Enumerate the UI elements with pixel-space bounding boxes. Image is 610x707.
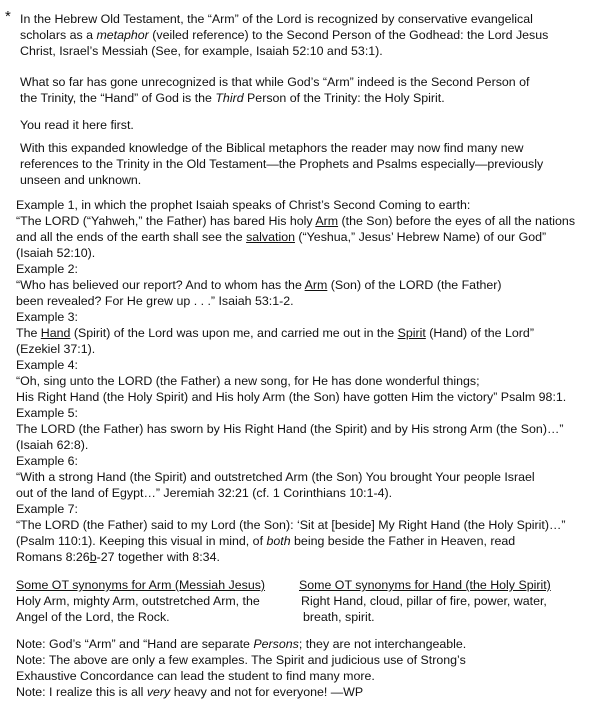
text-run: “Who has believed our report? And to whom has the bbox=[16, 278, 305, 292]
intro-paragraph-2 bbox=[20, 74, 605, 106]
note-line: Note: The above are only a few examples. The Spirit and judicious use of Strong’s bbox=[16, 653, 466, 667]
italic-term: very bbox=[146, 685, 171, 699]
text-line: With this expanded knowledge of the Biblical metaphors the reader may now find many new bbox=[20, 141, 524, 155]
text-line: (Ezekiel 37:1). bbox=[16, 342, 96, 356]
underlined-term: Arm bbox=[304, 278, 328, 292]
text-line bbox=[16, 533, 606, 549]
underlined-term: Hand bbox=[40, 326, 71, 340]
italic-term: Third bbox=[215, 91, 244, 105]
text-line: been revealed? For He grew up . . .” Isaiah 53:1-2. bbox=[16, 294, 294, 308]
text-line: The LORD (the Father) has sworn by His Right Hand (the Spirit) and by His strong Arm (the Son)…” bbox=[16, 422, 564, 436]
text-line: breath, spirit. bbox=[303, 610, 375, 624]
intro-paragraph-3 bbox=[20, 117, 605, 133]
italic-term: both bbox=[266, 534, 291, 548]
text-line: You read it here first. bbox=[20, 118, 134, 132]
text-run: Person of the Trinity: the Holy Spirit. bbox=[243, 91, 445, 105]
text-line bbox=[16, 229, 606, 245]
example-1-title: Example 1, in which the prophet Isaiah speaks of Christ’s Second Coming to earth: bbox=[16, 198, 471, 212]
text-run: ; they are not interchangeable. bbox=[298, 637, 467, 651]
text-line bbox=[16, 325, 606, 341]
text-line: out of the land of Egypt…” Jeremiah 32:21 (cf. 1 Corinthians 10:1-4). bbox=[16, 486, 393, 500]
text-run: (Spirit) of the Lord was upon me, and carried me out in the bbox=[70, 326, 398, 340]
text-line: (Isaiah 62:8). bbox=[16, 438, 89, 452]
text-line bbox=[16, 549, 606, 565]
text-line: references to the Trinity in the Old Testament—the Prophets and Psalms especially—previously bbox=[20, 157, 544, 171]
text-run: scholars as a bbox=[20, 28, 97, 42]
text-run: (the Son) before the eyes of all the nations bbox=[338, 214, 576, 228]
underlined-term: Arm bbox=[315, 214, 339, 228]
text-line bbox=[16, 213, 606, 229]
text-run: heavy and not for everyone! —WP bbox=[170, 685, 364, 699]
text-line: unseen and unknown. bbox=[20, 173, 142, 187]
notes-section bbox=[16, 636, 606, 700]
asterisk-bullet: * bbox=[5, 8, 11, 25]
text-line: “The LORD (the Father) said to my Lord (the Son): ‘Sit at [beside] My Right Hand (the Holy Spirit)…” bbox=[16, 518, 566, 532]
note-line bbox=[16, 636, 606, 652]
example-7-title: Example 7: bbox=[16, 502, 78, 516]
text-line: Christ, Israel’s Messiah (See, for example, Isaiah 52:10 and 53:1). bbox=[20, 44, 383, 58]
example-2-title: Example 2: bbox=[16, 262, 78, 276]
text-line: In the Hebrew Old Testament, the “Arm” of the Lord is recognized by conservative evangelical bbox=[20, 12, 533, 26]
example-4-title: Example 4: bbox=[16, 358, 78, 372]
text-line: What so far has gone unrecognized is that while God’s “Arm” indeed is the Second Person of bbox=[20, 75, 530, 89]
example-5-title: Example 5: bbox=[16, 406, 78, 420]
text-line bbox=[20, 27, 605, 43]
text-run: (Son) of the LORD (the Father) bbox=[327, 278, 502, 292]
text-run: Note: God’s “Arm” and “Hand are separate bbox=[16, 637, 254, 651]
text-line: “Oh, sing unto the LORD (the Father) a new song, for He has done wonderful things; bbox=[16, 374, 480, 388]
text-run: Note: I realize this is all bbox=[16, 685, 147, 699]
text-run: being beside the Father in Heaven, read bbox=[290, 534, 516, 548]
intro-paragraph-1 bbox=[20, 11, 605, 59]
text-run: (Psalm 110:1). Keeping this visual in mind, of bbox=[16, 534, 267, 548]
text-run: and all the ends of the earth shall see the bbox=[16, 230, 247, 244]
italic-term: Persons bbox=[253, 637, 299, 651]
arm-synonyms-column bbox=[16, 577, 265, 625]
text-run: “The LORD (“Yahweh,” the Father) has bared His holy bbox=[16, 214, 316, 228]
text-line bbox=[16, 277, 606, 293]
arm-synonyms-heading: Some OT synonyms for Arm (Messiah Jesus) bbox=[16, 578, 266, 592]
text-run: The bbox=[16, 326, 41, 340]
text-run: the Trinity, the “Hand” of God is the bbox=[20, 91, 216, 105]
examples-section bbox=[16, 197, 606, 565]
text-line bbox=[20, 90, 605, 106]
text-line: Angel of the Lord, the Rock. bbox=[16, 610, 170, 624]
text-line: His Right Hand (the Holy Spirit) and His holy Arm (the Son) have gotten Him the victory” Psalm 98:1. bbox=[16, 390, 567, 404]
hand-synonyms-heading: Some OT synonyms for Hand (the Holy Spirit) bbox=[299, 578, 551, 592]
example-3-title: Example 3: bbox=[16, 310, 78, 324]
text-run: (veiled reference) to the Second Person of the Godhead: the Lord Jesus bbox=[148, 28, 549, 42]
text-run: Romans 8:26 bbox=[16, 550, 90, 564]
underlined-term: salvation bbox=[246, 230, 295, 244]
text-line: Holy Arm, mighty Arm, outstretched Arm, the bbox=[16, 594, 260, 608]
note-line: Exhaustive Concordance can lead the student to find many more. bbox=[16, 669, 375, 683]
text-run: -27 together with 8:34. bbox=[96, 550, 220, 564]
italic-term: metaphor bbox=[96, 28, 149, 42]
underlined-term: b bbox=[89, 550, 97, 564]
text-line: Right Hand, cloud, pillar of fire, power, water, bbox=[301, 594, 547, 608]
intro-paragraph-4 bbox=[20, 140, 605, 188]
text-line: (Isaiah 52:10). bbox=[16, 246, 96, 260]
note-line bbox=[16, 684, 606, 700]
text-run: (“Yeshua,” Jesus’ Hebrew Name) of our God” bbox=[294, 230, 547, 244]
text-run: (Hand) of the Lord” bbox=[425, 326, 534, 340]
underlined-term: Spirit bbox=[397, 326, 426, 340]
hand-synonyms-column bbox=[299, 577, 551, 625]
example-6-title: Example 6: bbox=[16, 454, 78, 468]
text-line: “With a strong Hand (the Spirit) and outstretched Arm (the Son) You brought Your people Israel bbox=[16, 470, 535, 484]
